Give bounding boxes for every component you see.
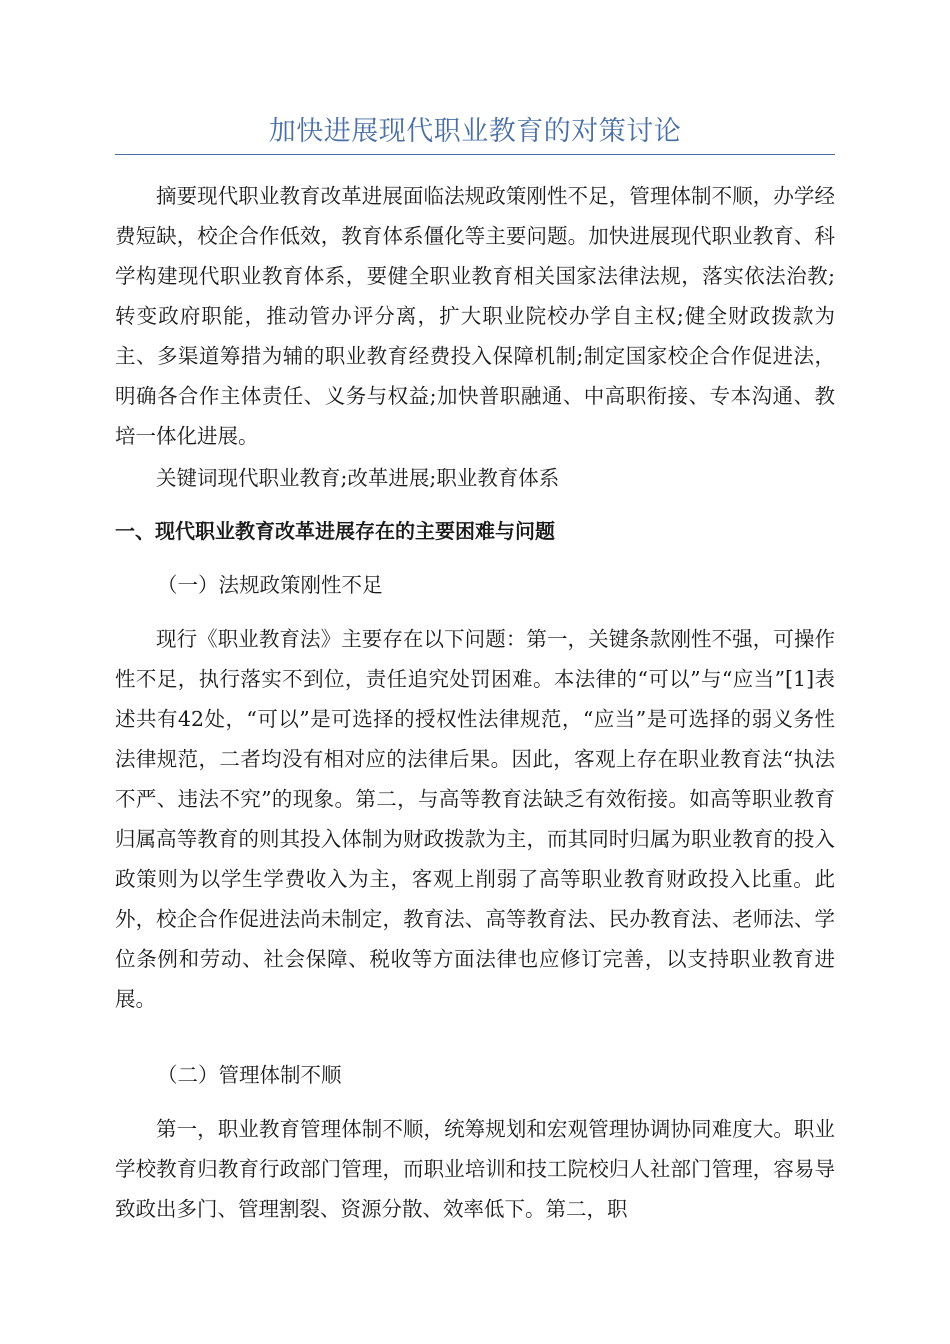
subsection-heading-2: （二）管理体制不顺 bbox=[157, 1063, 342, 1087]
abstract-paragraph: 摘要现代职业教育改革进展面临法规政策刚性不足，管理体制不顺，办学经费短缺，校企合作低效，教育体系僵化等主要问题。加快进展现代职业教育、科学构建现代职业教育体系，要健全职业教育相关国家法律法规，落实依法治教;转变政府职能，推动管办评分离，扩大职业院校办学自主权;健全财政拨款为主、多渠道筹措为辅的职业教育经费投入保障机制;制定国家校企合作促进法，明确各合作主体责任、义务与权益;加快普职融通、中高职衔接、专本沟通、教培一体化进展。 bbox=[115, 184, 835, 448]
subsection-2-paragraph: 第一，职业教育管理体制不顺，统筹规划和宏观管理协调协同难度大。职业学校教育归教育行政部门管理，而职业培训和技工院校归人社部门管理，容易导致政出多门、管理割裂、资源分散、效率低下。第二，职 bbox=[115, 1117, 835, 1221]
subsection-heading-1: （一）法规政策刚性不足 bbox=[157, 573, 383, 597]
document-title: 加快进展现代职业教育的对策讨论 bbox=[268, 116, 682, 147]
keywords-line: 关键词现代职业教育;改革进展;职业教育体系 bbox=[156, 466, 560, 490]
section-heading-1: 一、现代职业教育改革进展存在的主要困难与问题 bbox=[115, 519, 555, 543]
subsection-1-paragraph: 现行《职业教育法》主要存在以下问题：第一，关键条款刚性不强，可操作性不足，执行落实不到位，责任追究处罚困难。本法律的“可以”与“应当”[1]表述共有42处，“可以”是可选择的授权性法律规范，“应当”是可选择的弱义务性法律规范，二者均没有相对应的法律后果。因此，客观上存在职业教育法“执法不严、违法不究”的现象。第二，与高等教育法缺乏有效衔接。如高等职业教育归属高等教育的则其投入体制为财政拨款为主，而其同时归属为职业教育的投入政策则为以学生学费收入为主，客观上削弱了高等职业教育财政投入比重。此外，校企合作促进法尚未制定，教育法、高等教育法、民办教育法、老师法、学位条例和劳动、社会保障、税收等方面法律也应修订完善，以支持职业教育进展。 bbox=[115, 627, 835, 1011]
title-underline bbox=[115, 154, 835, 155]
